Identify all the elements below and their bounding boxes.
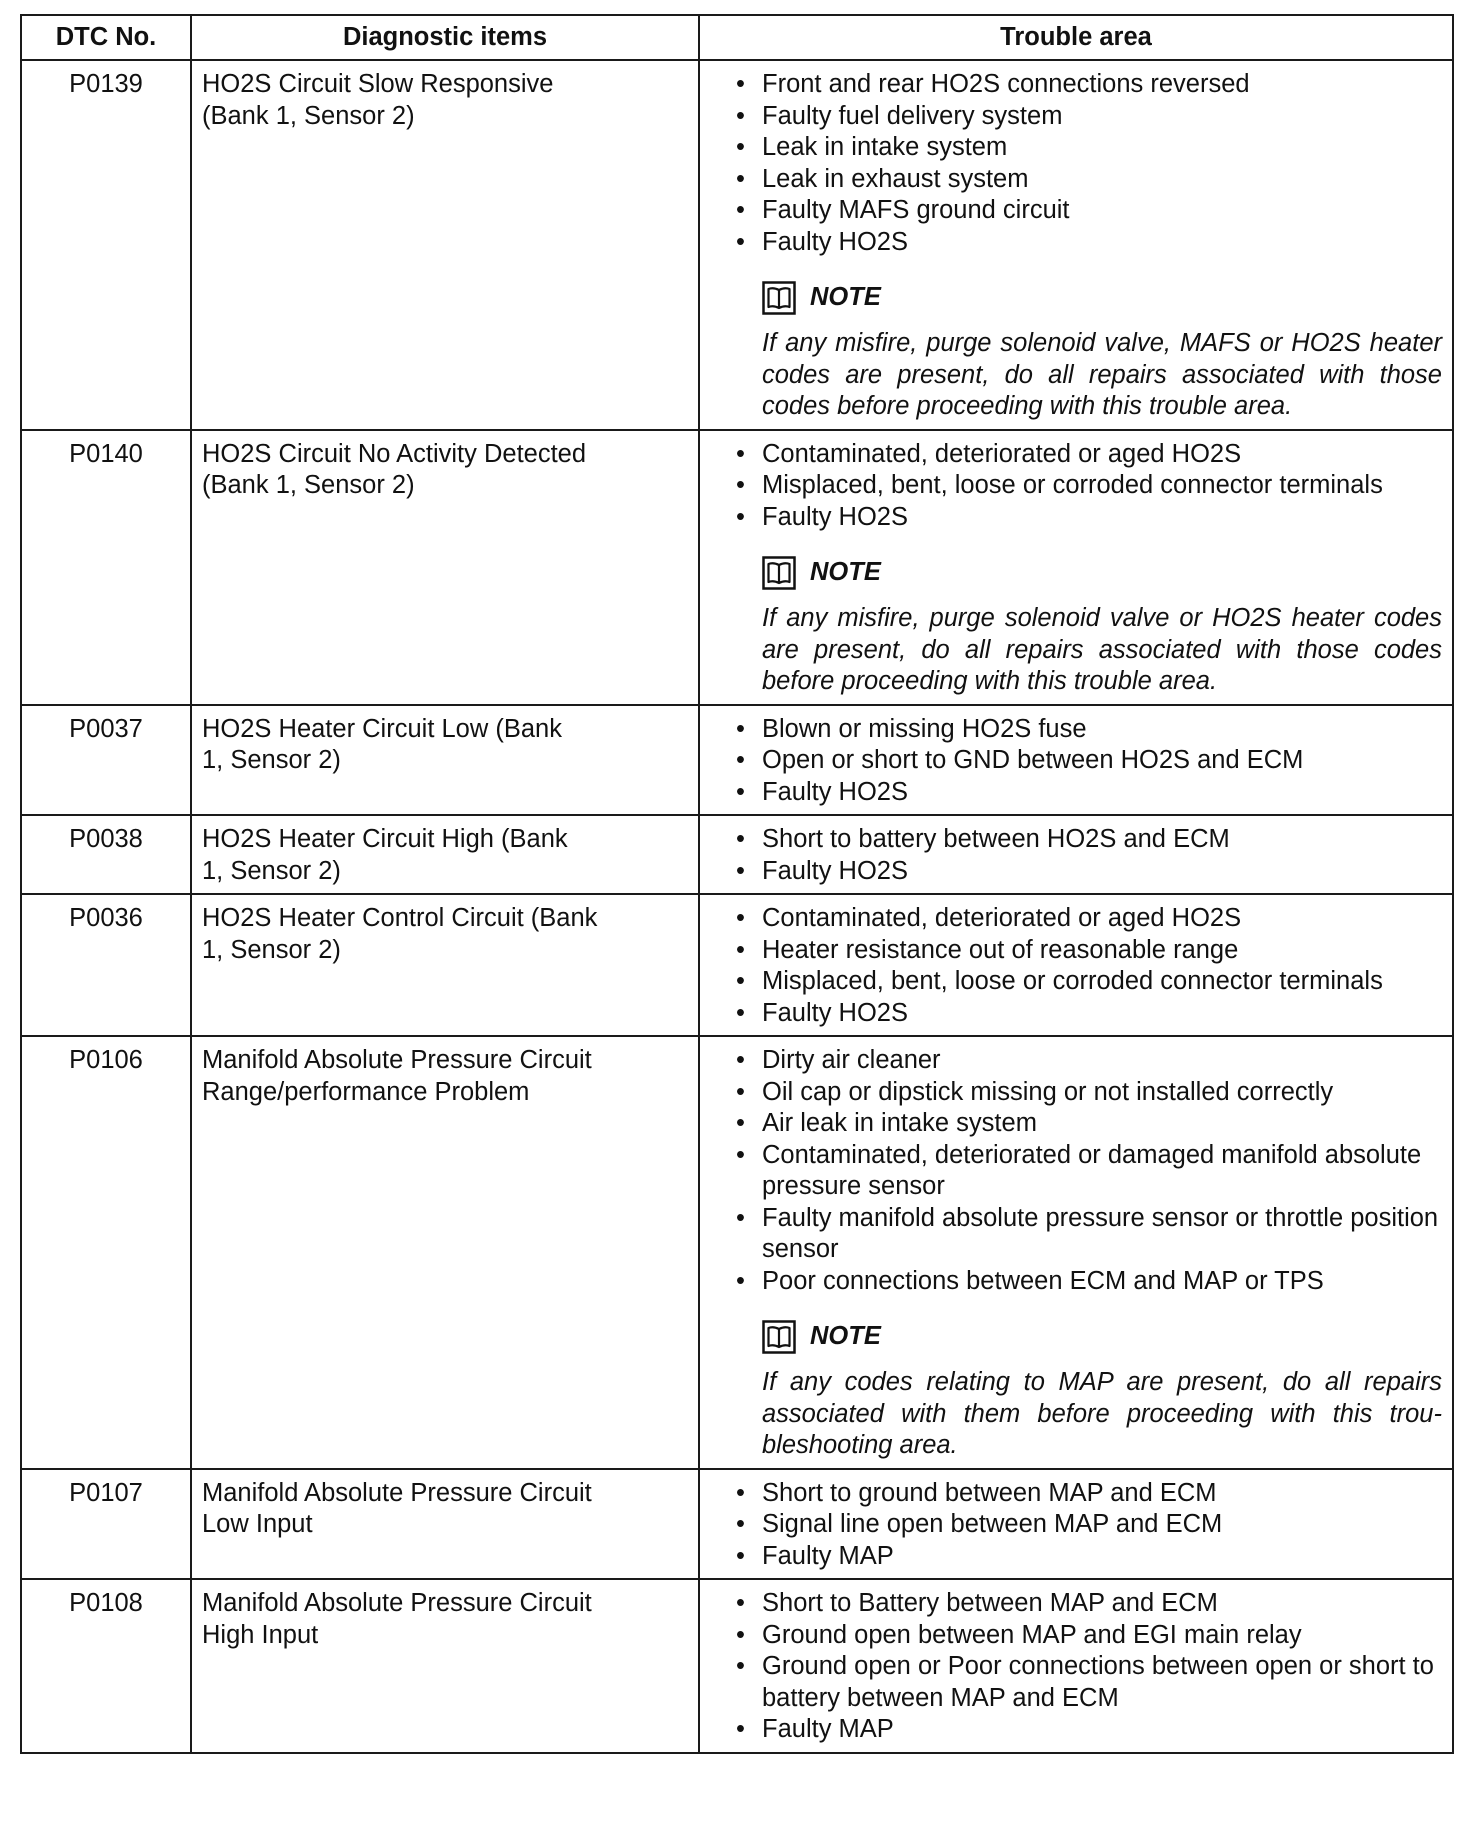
diagnostic-item-line: 1, Sensor 2) [202, 746, 341, 774]
diagnostic-item-line: High Input [202, 1620, 319, 1649]
trouble-list-item: • Front and rear HO2S connections reversed [736, 69, 1442, 101]
trouble-area-cell [699, 815, 1453, 894]
trouble-list [736, 1478, 1442, 1573]
trouble-area-cell [699, 1579, 1453, 1753]
table-header [21, 15, 1453, 60]
trouble-list-item: • Signal line open between MAP and ECM [736, 1509, 1442, 1541]
table-body [21, 60, 1453, 1753]
book-icon [762, 281, 796, 315]
diagnostic-item-cell [191, 1469, 699, 1580]
trouble-list-item: • Air leak in intake system [736, 1108, 1442, 1140]
trouble-list-item: • Short to battery between HO2S and ECM [736, 824, 1442, 856]
table-row [21, 1579, 1453, 1753]
dtc-table [20, 14, 1454, 1754]
note-box [762, 551, 1442, 698]
note-box [762, 276, 1442, 423]
table-row [21, 430, 1453, 705]
note-label: NOTE [810, 283, 881, 312]
table-row [21, 60, 1453, 430]
diagnostic-item-cell [191, 60, 699, 430]
trouble-list-item: • Leak in intake system [736, 132, 1442, 164]
table-row [21, 1469, 1453, 1580]
trouble-list-item: • Ground open between MAP and EGI main relay [736, 1620, 1442, 1652]
trouble-list-item: • Faulty HO2S [736, 777, 1442, 809]
trouble-area-cell [699, 705, 1453, 816]
trouble-list-item: • Contaminated, deteriorated or aged HO2S [736, 903, 1442, 935]
note-heading [762, 1315, 1442, 1359]
diagnostic-item-line: Range/performance Problem [202, 1077, 530, 1106]
trouble-list-item: • Open or short to GND between HO2S and ECM [736, 745, 1442, 777]
diagnostic-item-cell [191, 815, 699, 894]
trouble-list-item: • Contaminated, deteriorated or damaged manifold absolute pressure sensor [736, 1140, 1442, 1203]
dtc-code-cell: P0036 [21, 894, 191, 1036]
dtc-code-cell: P0107 [21, 1469, 191, 1580]
diagnostic-item-line: Manifold Absolute Pressure Circuit [202, 1478, 592, 1507]
trouble-list-item: • Dirty air cleaner [736, 1045, 1442, 1077]
trouble-list-item: • Misplaced, bent, loose or corroded connector terminals [736, 966, 1442, 998]
trouble-list [736, 1588, 1442, 1746]
diagnostic-item-line: 1, Sensor 2) [202, 935, 341, 964]
trouble-list [736, 1045, 1442, 1297]
trouble-list-item: • Faulty HO2S [736, 998, 1442, 1030]
diagnostic-item-line: HO2S Circuit Slow Responsive [202, 70, 554, 98]
dtc-code-cell: P0139 [21, 60, 191, 430]
diagnostic-item-line: (Bank 1, Sensor 2) [202, 471, 415, 499]
dtc-code-cell: P0106 [21, 1036, 191, 1469]
trouble-list-item: • Heater resistance out of reasonable range [736, 935, 1442, 967]
header-trouble-area: Trouble area [699, 15, 1453, 60]
table-row [21, 894, 1453, 1036]
trouble-list-item: • Faulty HO2S [736, 502, 1442, 534]
note-heading [762, 276, 1442, 320]
dtc-code-cell: P0140 [21, 430, 191, 705]
trouble-list-item: • Faulty fuel delivery system [736, 101, 1442, 133]
note-box [762, 1315, 1442, 1462]
trouble-list-item: • Faulty MAFS ground circuit [736, 195, 1442, 227]
note-label: NOTE [810, 558, 881, 587]
trouble-list-item: • Ground open or Poor connections between open or short to battery between MAP and ECM [736, 1651, 1442, 1714]
table-row [21, 815, 1453, 894]
note-label: NOTE [810, 1322, 881, 1351]
trouble-list [736, 824, 1442, 887]
trouble-area-cell [699, 1469, 1453, 1580]
book-icon [762, 1320, 796, 1354]
diagnostic-item-line: (Bank 1, Sensor 2) [202, 101, 415, 130]
trouble-area-cell [699, 60, 1453, 430]
header-row [21, 15, 1453, 60]
trouble-list-item: • Short to ground between MAP and ECM [736, 1478, 1442, 1510]
diagnostic-item-line: HO2S Heater Control Circuit (Bank [202, 904, 598, 932]
diagnostic-item-line: HO2S Heater Circuit Low (Bank [202, 714, 562, 743]
table-row [21, 1036, 1453, 1469]
diagnostic-item-cell [191, 894, 699, 1036]
note-text: If any misfire, purge solenoid valve or HO2S heater codes are present, do all repairs associated with those codes before proceeding with this trouble area. [762, 604, 1442, 695]
trouble-list [736, 69, 1442, 258]
trouble-list-item: • Faulty HO2S [736, 227, 1442, 259]
diagnostic-item-line: HO2S Heater Circuit High (Bank [202, 825, 568, 853]
diagnostic-item-cell [191, 1579, 699, 1753]
note-text: If any misfire, purge solenoid valve, MAFS or HO2S heater codes are present, do all repairs associated with those codes before proceeding with this trouble area. [762, 329, 1442, 420]
trouble-list-item: • Contaminated, deteriorated or aged HO2S [736, 439, 1442, 471]
trouble-list [736, 439, 1442, 534]
dtc-code-cell: P0108 [21, 1579, 191, 1753]
trouble-list-item: • Faulty MAP [736, 1541, 1442, 1573]
trouble-area-cell [699, 430, 1453, 705]
trouble-list-item: • Poor connections between ECM and MAP or TPS [736, 1266, 1442, 1298]
trouble-list-item: • Blown or missing HO2S fuse [736, 714, 1442, 746]
book-icon [762, 556, 796, 590]
diagnostic-item-cell [191, 705, 699, 816]
trouble-list [736, 903, 1442, 1029]
diagnostic-item-line: Low Input [202, 1510, 313, 1538]
trouble-list-item: • Misplaced, bent, loose or corroded connector terminals [736, 470, 1442, 502]
trouble-list-item: • Oil cap or dipstick missing or not installed correctly [736, 1077, 1442, 1109]
trouble-list-item: • Leak in exhaust system [736, 164, 1442, 196]
trouble-list-item: • Faulty MAP [736, 1714, 1442, 1746]
trouble-area-cell [699, 894, 1453, 1036]
diagnostic-item-line: HO2S Circuit No Activity Detected [202, 439, 587, 468]
dtc-code-cell: P0038 [21, 815, 191, 894]
diagnostic-item-line: Manifold Absolute Pressure Circuit [202, 1589, 592, 1617]
diagnostic-item-line: Manifold Absolute Pressure Circuit [202, 1046, 592, 1074]
note-heading [762, 551, 1442, 595]
header-dtc-no: DTC No. [21, 15, 191, 60]
trouble-list-item: • Faulty manifold absolute pressure sensor or throttle position sensor [736, 1203, 1442, 1266]
note-text: If any codes relating to MAP are present, do all repairs associated with them before proceeding with this trou-bleshooting area. [762, 1368, 1442, 1459]
trouble-list-item: • Short to Battery between MAP and ECM [736, 1588, 1442, 1620]
trouble-list-item: • Faulty HO2S [736, 856, 1442, 888]
table-row [21, 705, 1453, 816]
diagnostic-item-line: 1, Sensor 2) [202, 856, 341, 885]
header-diagnostic-items: Diagnostic items [191, 15, 699, 60]
diagnostic-item-cell [191, 430, 699, 705]
dtc-code-cell: P0037 [21, 705, 191, 816]
trouble-list [736, 714, 1442, 809]
trouble-area-cell [699, 1036, 1453, 1469]
diagnostic-item-cell [191, 1036, 699, 1469]
